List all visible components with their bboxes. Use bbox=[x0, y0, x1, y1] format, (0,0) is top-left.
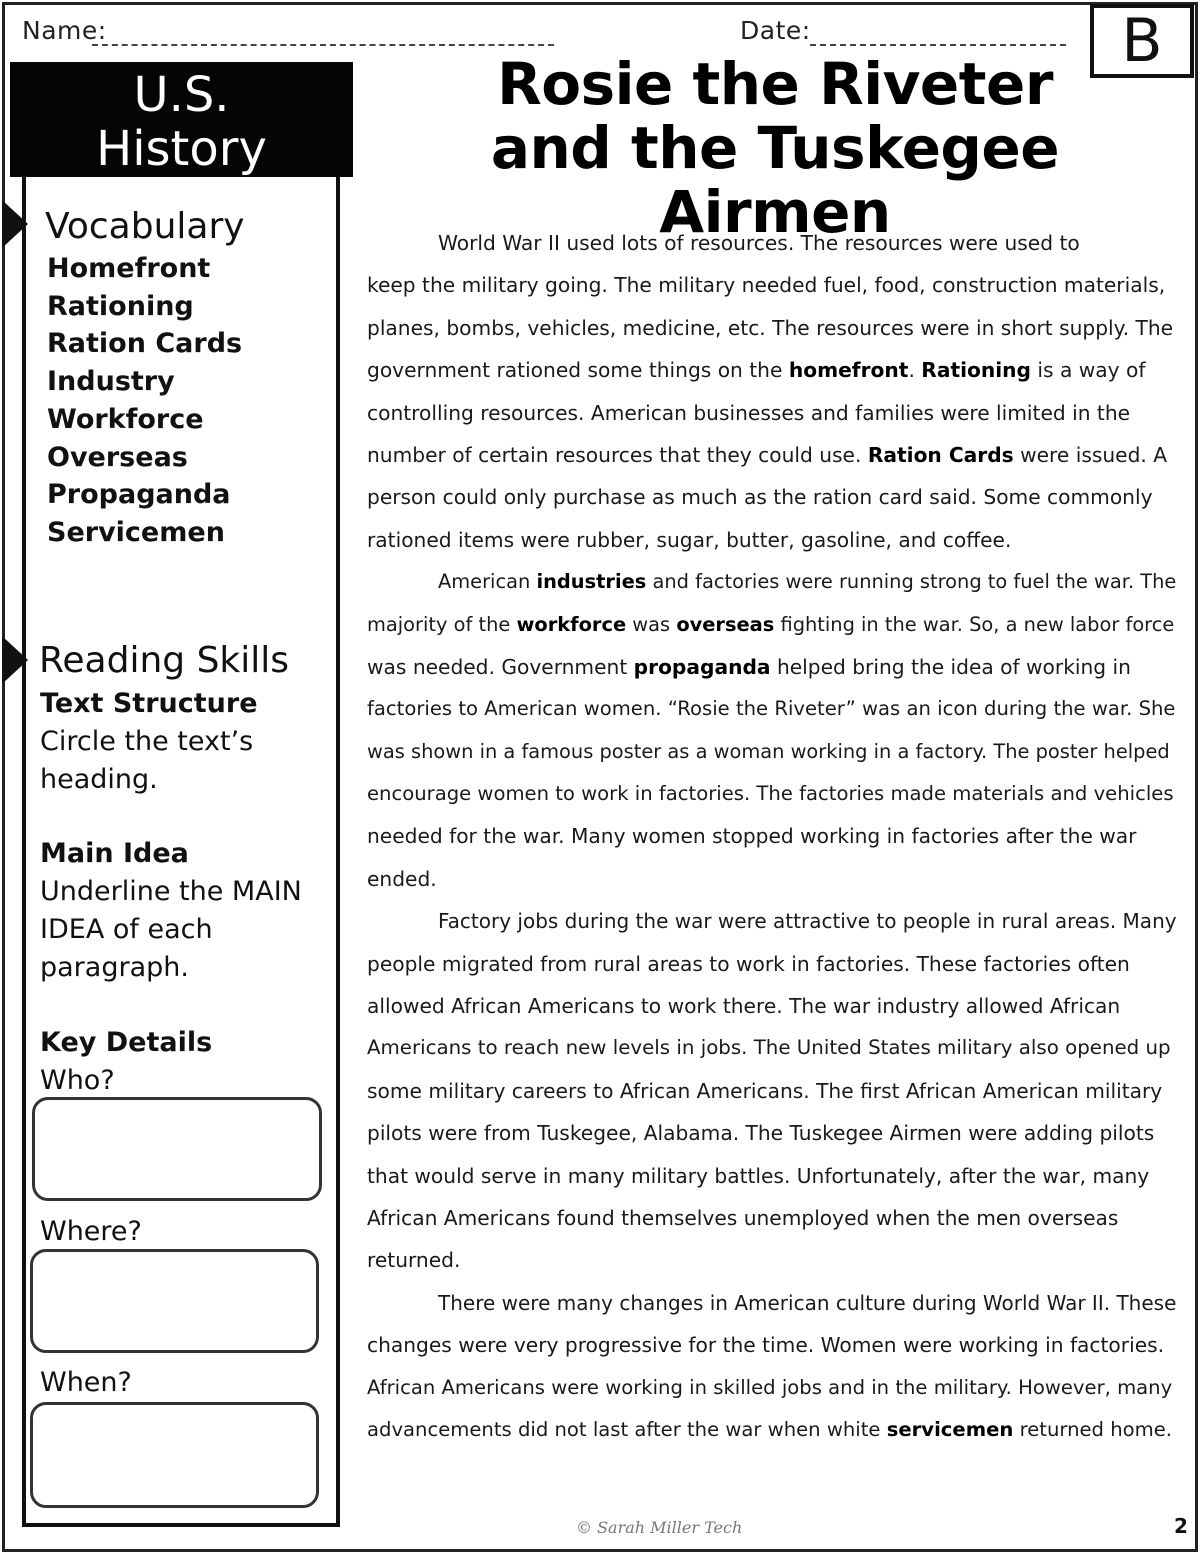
article-text: person could only purchase as much as the ration card said. Some commonly bbox=[367, 485, 1153, 510]
article-text: some military careers to African Americans. The first African American military bbox=[367, 1078, 1163, 1103]
article-line bbox=[367, 688, 1177, 730]
article-text: controlling resources. American businesses and families were limited in the bbox=[367, 400, 1131, 425]
vocabulary-term: propaganda bbox=[633, 654, 771, 679]
article-line bbox=[367, 604, 1177, 646]
date-label: Date: bbox=[740, 16, 811, 45]
article-text: returned. bbox=[367, 1248, 461, 1273]
article-line bbox=[367, 943, 1177, 985]
article-text: were issued. A bbox=[1013, 442, 1168, 467]
article-text: fighting in the war. So, a new labor force bbox=[774, 612, 1175, 636]
article-title bbox=[370, 52, 1180, 244]
main-idea-title: Main Idea bbox=[40, 838, 189, 869]
article-text: advancements did not last after the war when white bbox=[367, 1417, 887, 1441]
article-line bbox=[367, 561, 1177, 603]
article-text: returned home. bbox=[1013, 1417, 1172, 1441]
reading-skills-heading: Reading Skills bbox=[39, 640, 290, 681]
article-body bbox=[367, 222, 1177, 1451]
article-line bbox=[367, 1112, 1177, 1154]
article-text: helped bring the idea of working in bbox=[770, 654, 1131, 679]
article-line bbox=[367, 434, 1177, 476]
who-answer-box[interactable] bbox=[32, 1097, 322, 1201]
article-line bbox=[367, 1239, 1177, 1281]
article-line bbox=[367, 900, 1177, 942]
article-text: planes, bombs, vehicles, medicine, etc. The resources were in short supply. The bbox=[367, 315, 1174, 340]
title-line-2: and the Tuskegee Airmen bbox=[490, 114, 1060, 246]
article-text: government rationed some things on the bbox=[367, 358, 789, 383]
text-structure-instruction: Circle the text’s heading. bbox=[40, 726, 254, 795]
article-line bbox=[367, 815, 1177, 857]
subject-banner bbox=[10, 62, 353, 177]
article-text: Factory jobs during the war were attractive to people in rural areas. Many bbox=[438, 909, 1177, 934]
article-text: and factories were running strong to fuel the war. The bbox=[646, 570, 1177, 594]
article-text: World War II used lots of resources. The resources were used to bbox=[438, 231, 1080, 255]
article-line bbox=[367, 1409, 1177, 1451]
article-line bbox=[367, 1197, 1177, 1239]
article-line bbox=[367, 731, 1177, 773]
vocabulary-heading: Vocabulary bbox=[45, 206, 245, 247]
article-line bbox=[367, 1324, 1177, 1366]
article-line bbox=[367, 519, 1177, 561]
article-line bbox=[367, 392, 1177, 434]
vocabulary-term: Rationing bbox=[921, 358, 1032, 383]
vocabulary-item: Workforce bbox=[47, 403, 204, 435]
article-line bbox=[367, 476, 1177, 518]
title-line-1: Rosie the Riveter bbox=[497, 50, 1053, 118]
vocabulary-item: Homefront bbox=[47, 253, 211, 284]
vocabulary-item: Ration Cards bbox=[47, 328, 243, 360]
article-text: allowed African Americans to work there. The war industry allowed African bbox=[367, 994, 1121, 1019]
vocabulary-term: workforce bbox=[516, 612, 627, 636]
vocabulary-term: overseas bbox=[676, 612, 775, 636]
article-line bbox=[367, 349, 1177, 391]
article-text: was shown in a famous poster as a woman working in a factory. The poster helped bbox=[367, 739, 1170, 763]
article-line bbox=[367, 1155, 1177, 1197]
article-text: majority of the bbox=[367, 612, 517, 636]
article-text: rationed items were rubber, sugar, butter, gasoline, and coffee. bbox=[367, 527, 1012, 552]
vocabulary-arrow-icon bbox=[2, 200, 28, 248]
key-details-title: Key Details bbox=[40, 1027, 213, 1058]
copyright-credit: © Sarah Miller Tech bbox=[576, 1518, 743, 1537]
article-text: encourage women to work in factories. The factories made materials and vehicles bbox=[367, 782, 1174, 806]
who-label: Who? bbox=[40, 1065, 115, 1096]
article-text: people migrated from rural areas to work in factories. These factories often bbox=[367, 951, 1130, 976]
article-text: Americans to reach new levels in jobs. The United States military also opened up bbox=[367, 1036, 1171, 1060]
vocabulary-list bbox=[47, 250, 242, 552]
vocabulary-item: Industry bbox=[47, 366, 175, 398]
article-text: that would serve in many military battles. Unfortunately, after the war, many bbox=[367, 1163, 1150, 1188]
subject-line-2: History bbox=[96, 121, 267, 177]
vocabulary-item: Servicemen bbox=[47, 516, 225, 548]
page-number: 2 bbox=[1174, 1514, 1188, 1538]
date-field[interactable] bbox=[810, 44, 1066, 46]
vocabulary-item: Overseas bbox=[47, 441, 188, 473]
name-label: Name: bbox=[22, 16, 107, 45]
article-text: African Americans found themselves unemployed when the men overseas bbox=[367, 1205, 1119, 1230]
article-line bbox=[367, 646, 1177, 688]
vocabulary-term: industries bbox=[536, 570, 647, 594]
vocabulary-item: Propaganda bbox=[47, 479, 231, 511]
article-text: ended. bbox=[367, 866, 437, 891]
article-text: factories to American women. “Rosie the Riveter” was an icon during the war. She bbox=[367, 697, 1176, 721]
article-text: was bbox=[626, 612, 677, 636]
where-label: Where? bbox=[40, 1216, 142, 1247]
article-line bbox=[367, 1027, 1177, 1069]
when-answer-box[interactable] bbox=[30, 1402, 319, 1508]
article-line bbox=[367, 222, 1177, 264]
article-text: pilots were from Tuskegee, Alabama. The Tuskegee Airmen were adding pilots bbox=[367, 1121, 1155, 1146]
article-text: There were many changes in American culture during World War II. These bbox=[438, 1290, 1177, 1315]
article-text: changes were very progressive for the time. Women were working in factories. bbox=[367, 1333, 1165, 1358]
article-text: African Americans were working in skilled jobs and in the military. However, many bbox=[367, 1375, 1173, 1399]
version-badge: B bbox=[1090, 4, 1194, 78]
article-line bbox=[367, 1282, 1177, 1324]
subject-line-1: U.S. bbox=[133, 67, 230, 123]
text-structure-title: Text Structure bbox=[40, 688, 258, 719]
article-line bbox=[367, 1070, 1177, 1112]
vocabulary-term: Ration Cards bbox=[867, 442, 1014, 467]
article-line bbox=[367, 985, 1177, 1027]
article-text: was needed. Government bbox=[367, 654, 634, 679]
vocabulary-term: homefront bbox=[788, 358, 909, 383]
name-field[interactable] bbox=[92, 44, 554, 46]
where-answer-box[interactable] bbox=[30, 1249, 319, 1353]
article-line bbox=[367, 264, 1177, 306]
article-line bbox=[367, 307, 1177, 349]
article-line bbox=[367, 773, 1177, 815]
when-label: When? bbox=[40, 1367, 132, 1398]
article-text: American bbox=[438, 570, 537, 594]
article-line bbox=[367, 1367, 1177, 1409]
article-text: number of certain resources that they could use. bbox=[367, 442, 868, 467]
article-text: keep the military going. The military needed fuel, food, construction materials, bbox=[367, 273, 1166, 298]
article-text: . bbox=[908, 358, 922, 383]
article-text: is a way of bbox=[1031, 358, 1146, 383]
vocabulary-term: servicemen bbox=[886, 1417, 1014, 1441]
vocabulary-item: Rationing bbox=[47, 290, 194, 322]
main-idea-instruction: Underline the MAIN IDEA of each paragraph. bbox=[40, 876, 302, 983]
reading-skills-arrow-icon bbox=[2, 636, 28, 684]
article-line bbox=[367, 858, 1177, 900]
article-text: needed for the war. Many women stopped working in factories after the war bbox=[367, 824, 1137, 849]
